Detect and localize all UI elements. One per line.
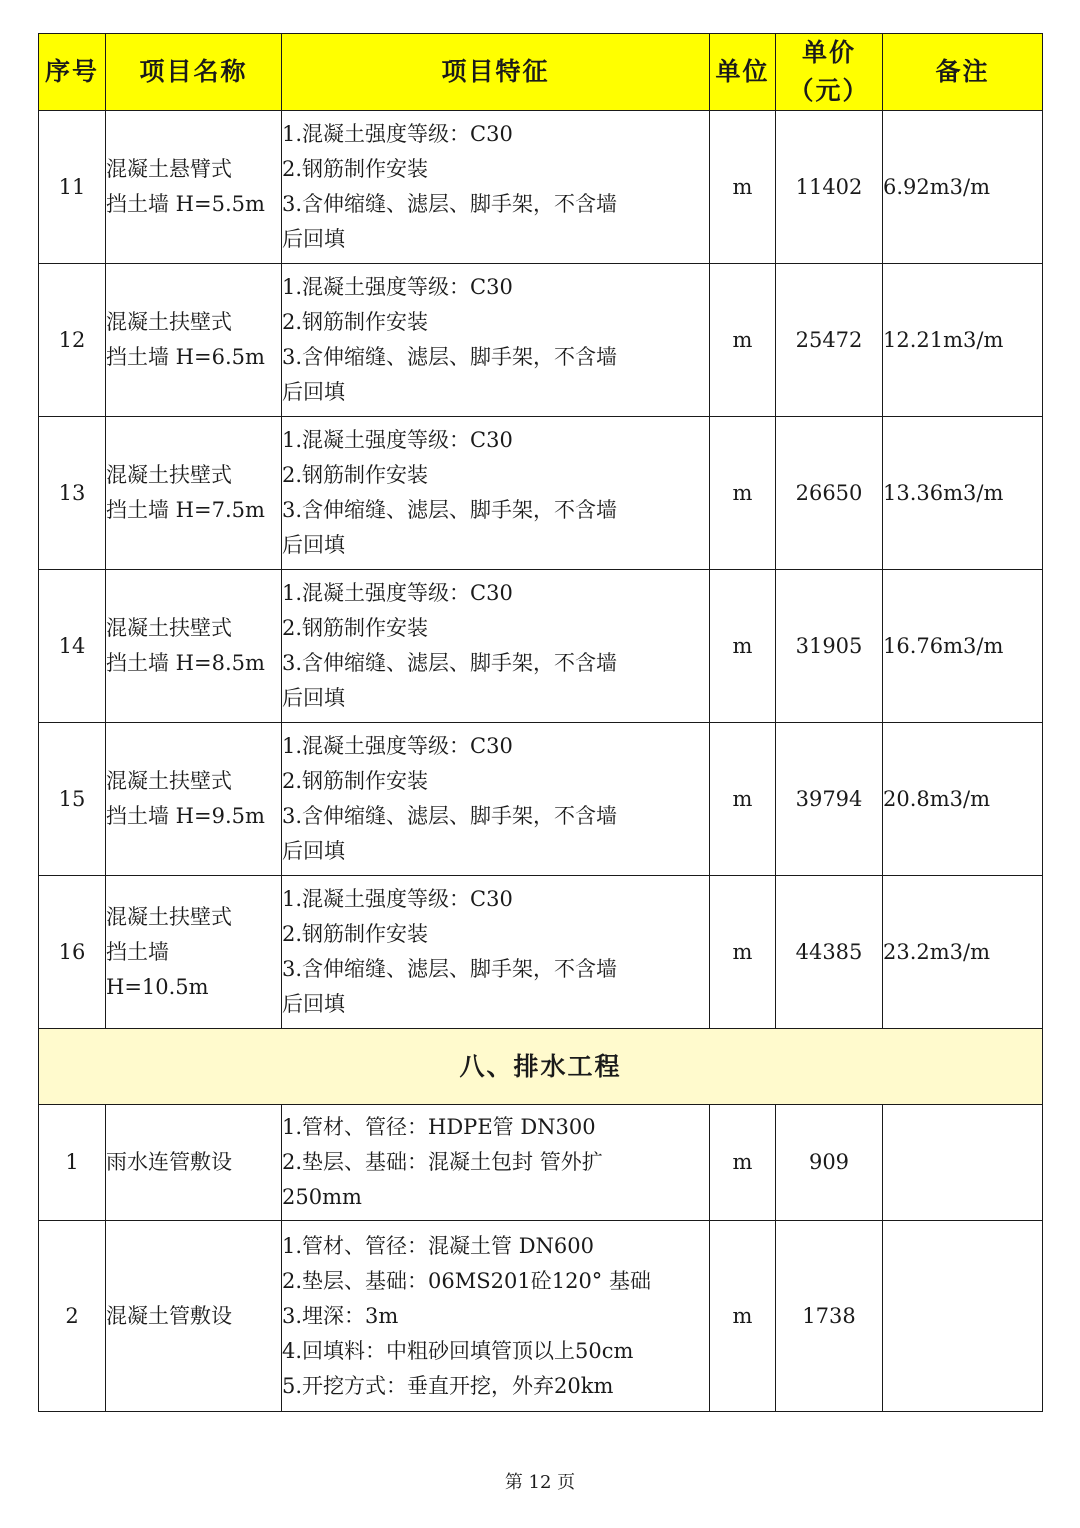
- row-name-line: 挡土墙 H=9.5m: [106, 804, 265, 828]
- row-name-line: 混凝土悬臂式: [106, 157, 232, 181]
- row-unit: m: [710, 111, 776, 264]
- row-unit: m: [710, 1105, 776, 1221]
- header-price-line1: 单价: [801, 38, 856, 67]
- table-row: [39, 1221, 1043, 1412]
- row-unit: m: [710, 723, 776, 876]
- table-row: [39, 417, 1043, 570]
- table-row: [39, 723, 1043, 876]
- feature-line: 1.混凝土强度等级：C30: [282, 887, 513, 911]
- feature-line: 2.垫层、基础：混凝土包封 管外扩: [282, 1150, 603, 1174]
- row-name: [106, 264, 282, 417]
- row-no: 12: [39, 264, 106, 417]
- row-name-line: 混凝土扶壁式: [106, 904, 232, 929]
- row-name-line: 挡土墙 H=5.5m: [106, 192, 265, 216]
- page-number: 第 12 页: [504, 1472, 576, 1493]
- row-price: 31905: [776, 570, 883, 723]
- feature-line: 1.混凝土强度等级：C30: [282, 428, 513, 452]
- header-remark: 备注: [883, 34, 1043, 111]
- row-price: 39794: [776, 723, 883, 876]
- feature-line: 3.埋深：3m: [282, 1303, 399, 1328]
- table-body-drainage: [39, 1105, 1043, 1412]
- section-body: [39, 1029, 1043, 1105]
- feature-line: 后回填: [282, 839, 345, 863]
- table-row: [39, 1105, 1043, 1221]
- feature-line: 后回填: [282, 992, 345, 1016]
- table-row: [39, 876, 1043, 1029]
- section-title: 八、排水工程: [39, 1029, 1043, 1105]
- feature-line: 3.含伸缩缝、滤层、脚手架，不含墙: [282, 192, 618, 216]
- row-remark: [883, 1221, 1043, 1412]
- row-features: [282, 570, 710, 723]
- row-name-line: 挡土墙 H=8.5m: [106, 651, 265, 675]
- row-name: [106, 1105, 282, 1221]
- feature-line: 2.钢筋制作安装: [282, 157, 429, 181]
- feature-line: 2.钢筋制作安装: [282, 616, 429, 640]
- row-name-line: 混凝土扶壁式: [106, 463, 232, 487]
- feature-line: 4.回填料：中粗砂回填管顶以上50cm: [282, 1338, 634, 1363]
- header-price: [776, 34, 883, 111]
- row-unit: m: [710, 264, 776, 417]
- row-remark: 20.8m3/m: [883, 723, 1043, 876]
- row-remark: 12.21m3/m: [883, 264, 1043, 417]
- feature-line: 1.混凝土强度等级：C30: [282, 122, 513, 146]
- table-row: [39, 264, 1043, 417]
- row-name-line: 挡土墙 H=6.5m: [106, 345, 265, 369]
- feature-line: 5.开挖方式：垂直开挖，外弃20km: [282, 1373, 614, 1398]
- feature-line: 1.混凝土强度等级：C30: [282, 275, 513, 299]
- row-remark: 6.92m3/m: [883, 111, 1043, 264]
- feature-line: 3.含伸缩缝、滤层、脚手架，不含墙: [282, 498, 618, 522]
- feature-line: 2.垫层、基础：06MS201砼120° 基础: [282, 1268, 651, 1293]
- row-unit: m: [710, 417, 776, 570]
- quote-table: [38, 33, 1043, 1412]
- row-name-line: 混凝土扶壁式: [106, 769, 232, 793]
- table-row: [39, 111, 1043, 264]
- feature-line: 3.含伸缩缝、滤层、脚手架，不含墙: [282, 651, 618, 675]
- row-price: 26650: [776, 417, 883, 570]
- row-remark: 13.36m3/m: [883, 417, 1043, 570]
- feature-line: 2.钢筋制作安装: [282, 769, 429, 793]
- header-name: 项目名称: [106, 34, 282, 111]
- table-body-walls: [39, 111, 1043, 1029]
- row-name: [106, 570, 282, 723]
- row-no: 16: [39, 876, 106, 1029]
- row-name-line: 混凝土扶壁式: [106, 310, 232, 334]
- row-price: 909: [776, 1105, 883, 1221]
- row-price: 1738: [776, 1221, 883, 1412]
- feature-line: 后回填: [282, 227, 345, 251]
- row-name: [106, 1221, 282, 1412]
- section-row: [39, 1029, 1043, 1105]
- row-no: 14: [39, 570, 106, 723]
- row-name: [106, 723, 282, 876]
- row-no: 15: [39, 723, 106, 876]
- header-row: [39, 34, 1043, 111]
- feature-line: 后回填: [282, 533, 345, 557]
- row-price: 44385: [776, 876, 883, 1029]
- row-price: 25472: [776, 264, 883, 417]
- row-price: 11402: [776, 111, 883, 264]
- row-remark: 23.2m3/m: [883, 876, 1043, 1029]
- row-name-line: 混凝土管敷设: [106, 1303, 232, 1328]
- feature-line: 3.含伸缩缝、滤层、脚手架，不含墙: [282, 804, 618, 828]
- row-unit: m: [710, 570, 776, 723]
- row-unit: m: [710, 876, 776, 1029]
- header-unit: 单位: [710, 34, 776, 111]
- row-name-line: 挡土墙: [106, 939, 169, 964]
- row-features: [282, 1221, 710, 1412]
- row-features: [282, 723, 710, 876]
- feature-line: 后回填: [282, 380, 345, 404]
- row-name: [106, 111, 282, 264]
- feature-line: 3.含伸缩缝、滤层、脚手架，不含墙: [282, 957, 618, 981]
- header-no: 序号: [39, 34, 106, 111]
- row-name: [106, 876, 282, 1029]
- row-remark: [883, 1105, 1043, 1221]
- row-features: [282, 417, 710, 570]
- row-name-line: 挡土墙 H=7.5m: [106, 498, 265, 522]
- row-features: [282, 111, 710, 264]
- row-no: 11: [39, 111, 106, 264]
- feature-line: 1.混凝土强度等级：C30: [282, 581, 513, 605]
- row-unit: m: [710, 1221, 776, 1412]
- row-features: [282, 1105, 710, 1221]
- feature-line: 1.管材、管径：HDPE管 DN300: [282, 1115, 596, 1139]
- row-remark: 16.76m3/m: [883, 570, 1043, 723]
- row-no: 13: [39, 417, 106, 570]
- feature-line: 2.钢筋制作安装: [282, 310, 429, 334]
- feature-line: 250mm: [282, 1185, 362, 1209]
- header-features: 项目特征: [282, 34, 710, 111]
- feature-line: 3.含伸缩缝、滤层、脚手架，不含墙: [282, 345, 618, 369]
- row-features: [282, 264, 710, 417]
- feature-line: 2.钢筋制作安装: [282, 922, 429, 946]
- row-name: [106, 417, 282, 570]
- feature-line: 2.钢筋制作安装: [282, 463, 429, 487]
- row-no: 2: [39, 1221, 106, 1412]
- feature-line: 1.混凝土强度等级：C30: [282, 734, 513, 758]
- header-price-line2: （元）: [788, 76, 870, 105]
- feature-line: 后回填: [282, 686, 345, 710]
- row-name-line: 雨水连管敷设: [106, 1150, 232, 1174]
- row-name-line: 混凝土扶壁式: [106, 616, 232, 640]
- table-row: [39, 570, 1043, 723]
- row-name-line: H=10.5m: [106, 974, 209, 999]
- feature-line: 1.管材、管径：混凝土管 DN600: [282, 1233, 595, 1258]
- row-no: 1: [39, 1105, 106, 1221]
- row-features: [282, 876, 710, 1029]
